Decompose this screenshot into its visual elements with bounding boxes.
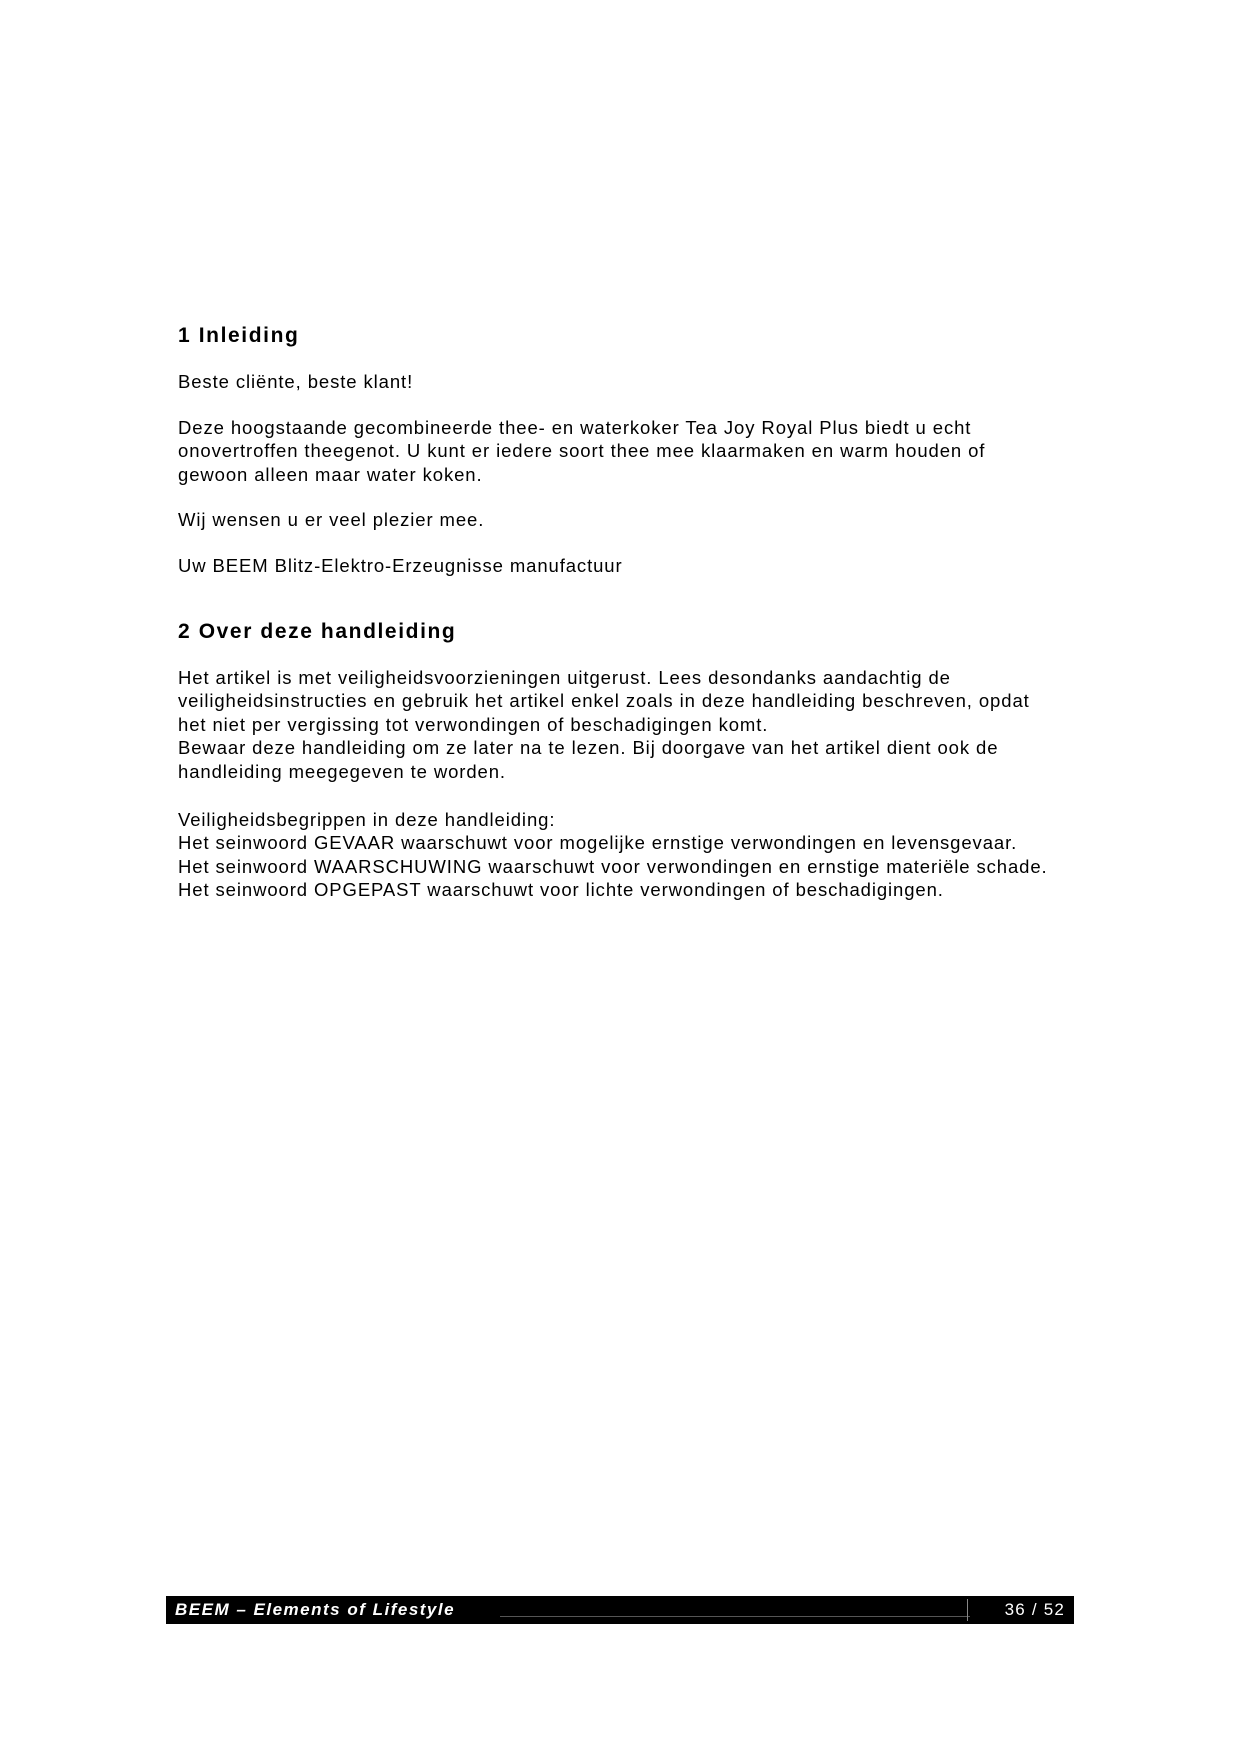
greeting-paragraph: Beste cliënte, beste klant!: [178, 371, 414, 392]
section-inleiding: [178, 322, 1058, 578]
footer-brand: BEEM – Elements of Lifestyle: [175, 1600, 456, 1619]
keep-manual-paragraph: Bewaar deze handleiding om ze later na te lezen. Bij doorgave van het artikel dient ook de handleiding meegegeven te worden.: [178, 737, 999, 782]
page-number: 36 / 52: [1004, 1600, 1065, 1619]
signal-word-gevaar: Het seinwoord GEVAAR waarschuwt voor mogelijke ernstige verwondingen en levensgevaar.: [178, 832, 1018, 854]
page-footer: [166, 1596, 1074, 1624]
footer-rule: [500, 1616, 970, 1617]
section-over-handleiding: [178, 618, 1058, 902]
section-heading: 1 Inleiding: [178, 324, 300, 347]
safety-terms-heading: Veiligheidsbegrippen in deze handleiding:: [178, 808, 556, 830]
section-heading: 2 Over deze handleiding: [178, 619, 457, 643]
signature-paragraph: Uw BEEM Blitz-Elektro-Erzeugnisse manufactuur: [178, 554, 623, 576]
document-body: [178, 322, 1058, 902]
wish-paragraph: Wij wensen u er veel plezier mee.: [178, 509, 485, 531]
signal-word-waarschuwing: Het seinwoord WAARSCHUWING waarschuwt voor verwondingen en ernstige materiële schade.: [178, 855, 1048, 877]
signal-word-opgepast: Het seinwoord OPGEPAST waarschuwt voor lichte verwondingen of beschadigingen.: [178, 879, 944, 901]
safety-features-paragraph: Het artikel is met veiligheidsvoorzieningen uitgerust. Lees desondanks aandachtig de veiligheidsinstructies en gebruik het artikel enkel zoals in deze handleiding beschreven, opdat het niet per vergissing tot verwondingen of beschadigingen komt.: [178, 666, 1030, 735]
footer-divider: [967, 1599, 968, 1621]
intro-paragraph: Deze hoogstaande gecombineerde thee- en waterkoker Tea Joy Royal Plus biedt u echt onovertroffen theegenot. U kunt er iedere soort thee mee klaarmaken en warm houden of gewoon alleen maar water koken.: [178, 416, 986, 485]
